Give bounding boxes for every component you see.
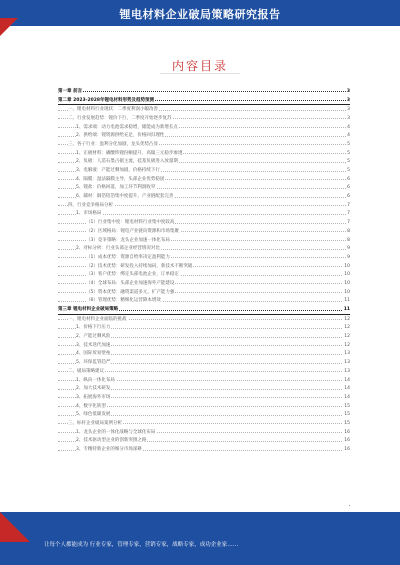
toc-entry[interactable] <box>58 158 350 167</box>
toc-entry-label: 一、锂电材料企业面临的挑战 <box>68 316 127 322</box>
toc-entry[interactable] <box>58 279 350 288</box>
toc-entry-label: （5）资本优势：融资渠道多元，扩产能力强 <box>86 289 175 295</box>
toc-entry-label: 3、技术迭代加速 <box>76 342 111 348</box>
toc-entry-page: 11 <box>344 298 350 304</box>
footer-slogan <box>44 540 238 548</box>
toc-entry-page: 5 <box>347 141 350 147</box>
toc-entry-label: 3、电解液：产能过剩加剧，价格持续下行 <box>76 168 160 174</box>
toc-entry-label: 3、专精特新企业的细分市场深耕 <box>76 447 142 453</box>
toc-entry-page: 14 <box>344 377 350 383</box>
toc-entry-label: 第二章 2023-2028年锂电材料形势及趋势预测 <box>58 97 154 103</box>
footer-accent <box>0 512 30 542</box>
toc-entry[interactable] <box>58 341 350 350</box>
toc-entry-page: 14 <box>344 386 350 392</box>
toc-entry-label: 2、加大技术研发 <box>76 386 111 392</box>
toc-entry-label: 3、拓展海外市场 <box>76 394 111 400</box>
toc-entry-page: 15 <box>344 420 350 426</box>
toc-entry[interactable] <box>58 350 350 359</box>
toc-entry-label: 1、需求端：动力电池需求稳增，储能成为新增长点 <box>76 124 178 130</box>
header-banner <box>0 0 400 40</box>
toc-entry-label: 2、对标分析：行业头部企业经营情况对比 <box>76 246 160 252</box>
toc-entry-page: 11 <box>343 307 350 313</box>
toc-entry-label: （3）客户优势：绑定头部电池企业，订单稳定 <box>86 272 179 278</box>
toc-entry[interactable] <box>58 324 350 333</box>
toc-entry[interactable] <box>58 410 350 419</box>
toc-divider <box>160 73 240 74</box>
toc-entry-label: 第三章 锂电材料企业破局策略 <box>58 307 119 313</box>
toc-entry-label: 四、行业竞争格局分析 <box>68 202 113 208</box>
toc-entry-label: （3）竞争策略：龙头企业加速一体化布局 <box>86 237 170 243</box>
toc-entry-label: 1、龙头企业的一体化战略与全球化布局 <box>76 429 156 435</box>
toc-entry-page: 12 <box>344 316 350 322</box>
footer-lead: 让每个人都能成为 <box>44 542 89 548</box>
toc-entry-label: （1）成本优势：资源自给率决定盈利能力 <box>86 254 170 260</box>
toc-entry-label: 二、破局策略建议 <box>68 368 104 374</box>
toc-entry-page: 4 <box>347 124 350 130</box>
toc-entry-label: （1）行业集中度：锂电材料行业集中度较高 <box>86 220 175 226</box>
toc-entry-page: 7 <box>347 211 350 217</box>
toc-entry-page: 12 <box>344 325 350 331</box>
toc-entry[interactable] <box>58 184 350 193</box>
toc-entry-page: 6 <box>347 185 350 191</box>
toc-entry[interactable] <box>58 445 350 454</box>
toc-entry[interactable] <box>58 384 350 393</box>
toc-entry[interactable] <box>58 201 350 210</box>
toc-entry-page: 6 <box>347 176 350 182</box>
footer-band <box>0 512 400 565</box>
toc-entry-page: 6 <box>347 194 350 200</box>
toc-entry-page: 12 <box>344 334 350 340</box>
toc-entry[interactable] <box>58 236 350 245</box>
toc-entry[interactable] <box>58 87 350 96</box>
toc-entry[interactable] <box>58 402 350 411</box>
toc-entry[interactable] <box>58 244 350 253</box>
toc-title: 内容目录 <box>171 59 228 73</box>
toc-entry-label: 1、纵向一体化布局 <box>76 377 115 383</box>
toc-entry-label: 5、锂盐：价格回落，加工环节利润收窄 <box>76 185 156 191</box>
toc-entry-page: 8 <box>347 228 350 234</box>
toc-entry[interactable] <box>58 192 350 201</box>
toc-entry[interactable] <box>58 218 350 227</box>
toc-entry-page: 3 <box>346 97 350 103</box>
toc-entry[interactable] <box>58 297 350 306</box>
toc-entry-label: 一、锂电材料行业现状：二季度利润小幅改善 <box>68 107 158 113</box>
toc-entry-label: 1、市场格局 <box>76 211 102 217</box>
toc-entry-label: （4）全球布局：头部企业加速海外产能建设 <box>86 280 175 286</box>
toc-entry[interactable] <box>58 131 350 140</box>
toc-entry[interactable] <box>58 428 350 437</box>
toc-entry-label: 4、国际贸易壁垒 <box>76 351 111 357</box>
toc-entry[interactable] <box>58 419 350 428</box>
toc-entry[interactable] <box>58 253 350 262</box>
toc-entry[interactable] <box>58 123 350 132</box>
toc-entry-page: 10 <box>344 289 350 295</box>
toc-entry[interactable] <box>58 140 350 149</box>
toc-entry[interactable] <box>58 227 350 236</box>
toc-entry-page: 16 <box>344 438 350 444</box>
toc-entry-page: 8 <box>347 237 350 243</box>
toc-entry-page: 3 <box>347 115 350 121</box>
toc-entry[interactable] <box>58 367 350 376</box>
toc-entry[interactable] <box>58 114 350 123</box>
toc-entry[interactable] <box>58 262 350 271</box>
toc-entry[interactable] <box>58 288 350 297</box>
toc-entry-page: 5 <box>347 159 350 165</box>
toc-entry-label: （2）技术优势：研发投入持续加码，新技术不断突破 <box>86 263 193 269</box>
toc-entry-label: 2、供给端：锂资源供给充足，价格回归理性 <box>76 133 165 139</box>
toc-entry[interactable] <box>58 376 350 385</box>
toc-entry-page: 4 <box>347 133 350 139</box>
toc-entry-label: 三、各子行业：盈利分化加剧，龙头优势凸显 <box>68 141 158 147</box>
toc-entry-label: 1、价格下行压力 <box>76 325 111 331</box>
toc-entry-page: 16 <box>344 429 350 435</box>
toc-entry-label: 三、标杆企业破局案例分析 <box>68 420 122 426</box>
toc-entry-label: （6）管理优势：精细化运营降本增效 <box>86 298 161 304</box>
toc-entry-page: 14 <box>344 394 350 400</box>
toc-entry-page: 10 <box>344 263 350 269</box>
toc-entry[interactable] <box>58 358 350 367</box>
toc-entry[interactable] <box>58 305 350 315</box>
toc-entry-page: 16 <box>344 447 350 453</box>
toc-entry-page: 13 <box>344 351 350 357</box>
toc-entry[interactable] <box>58 166 350 175</box>
toc-entry-page: 9 <box>347 254 350 260</box>
toc-entry-label: 2、技术驱动型企业的创新突围之路 <box>76 438 147 444</box>
toc-entry-label: 2、负极：人造石墨占据主流，硅基负极进入放量期 <box>76 159 178 165</box>
toc-entry-page: 13 <box>344 360 350 366</box>
toc-entry[interactable] <box>58 149 350 158</box>
toc-entry-page: 3 <box>346 88 350 94</box>
toc-entry-label: 第一章 前言 <box>58 88 83 94</box>
toc-entry-label: 4、数字化转型 <box>76 403 106 409</box>
toc-entry-page: 7 <box>347 202 350 208</box>
toc-entry-page: 5 <box>347 168 350 174</box>
toc-entry-page: 12 <box>344 342 350 348</box>
toc-entry-label: 二、行业发展趋势：锂价下行，二季度开始逐步复苏 <box>68 115 172 121</box>
toc-entry-page: 15 <box>344 412 350 418</box>
toc-entry[interactable] <box>58 393 350 402</box>
toc-entry[interactable] <box>58 315 350 324</box>
report-title: 锂电材料企业破局策略研究报告 <box>119 8 281 21</box>
toc-entry-page: 13 <box>344 368 350 374</box>
toc-entry-page: 10 <box>344 280 350 286</box>
footer-tagline: 行业专家，管理专家，营销专家，战略专家，成功企业家…… <box>89 542 239 548</box>
toc-entry-page: 5 <box>347 150 350 156</box>
toc-entry-label: 4、隔膜：湿法隔膜主导，头部企业优势稳固 <box>76 176 165 182</box>
toc-entry[interactable] <box>58 210 350 219</box>
toc-entry[interactable] <box>58 437 350 446</box>
toc-entry[interactable] <box>58 96 350 106</box>
toc-entry-page: 3 <box>347 107 350 113</box>
page-marker <box>349 505 350 506</box>
toc-entry[interactable] <box>58 332 350 341</box>
toc-entry-page: 9 <box>347 246 350 252</box>
toc-entry-label: 1、正极材料：磷酸铁锂份额提升，高镍三元稳步渗透 <box>76 150 183 156</box>
toc-entry-label: 5、绿色低碳发展 <box>76 412 111 418</box>
toc-entry-label: 5、环保监管趋严 <box>76 360 111 366</box>
toc-entry[interactable] <box>58 270 350 279</box>
table-of-contents <box>58 87 350 454</box>
toc-entry-page: 15 <box>344 403 350 409</box>
toc-entry-page: 10 <box>344 272 350 278</box>
toc-entry-label: 2、产能过剩风险 <box>76 334 111 340</box>
toc-entry-label: （2）区域格局：锂电产业链向资源和市场集聚 <box>86 228 179 234</box>
toc-entry[interactable] <box>58 175 350 184</box>
toc-entry-page: 7 <box>347 220 350 226</box>
toc-entry[interactable] <box>58 105 350 114</box>
toc-entry-label: 6、辅材：铜箔铝箔集中度提升，产业链配套完善 <box>76 194 174 200</box>
